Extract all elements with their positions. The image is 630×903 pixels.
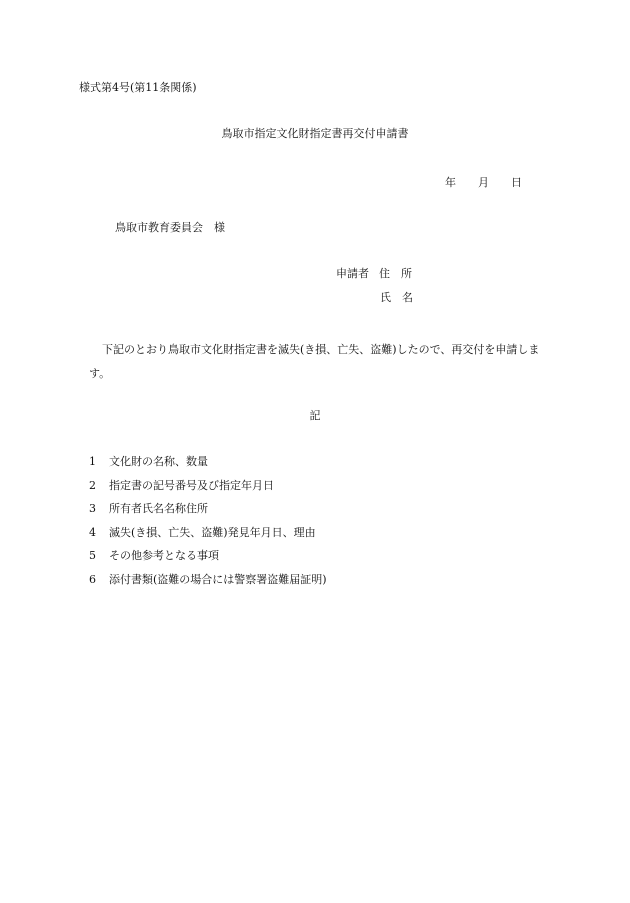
item-number: 1 xyxy=(89,455,96,468)
item-text: 添付書類(盗難の場合には警察署盗難届証明) xyxy=(109,572,327,586)
list-item xyxy=(89,503,327,527)
item-text: その他参考となる事項 xyxy=(109,549,219,562)
name-label: 氏 名 xyxy=(380,291,413,304)
item-number: 2 xyxy=(89,478,96,492)
item-list xyxy=(89,456,327,597)
item-number: 3 xyxy=(89,502,96,515)
applicant-name-row xyxy=(380,292,413,303)
date-month-label: 月 xyxy=(478,176,489,189)
form-number: 様式第4号(第11条関係) xyxy=(79,81,197,94)
item-text: 滅失(き損、亡失、盗難)発見年月日、理由 xyxy=(109,525,316,539)
list-item xyxy=(89,456,327,480)
ki-heading: 記 xyxy=(309,409,321,422)
list-item xyxy=(89,480,327,504)
applicant-label: 申請者 xyxy=(336,267,369,280)
applicant-address-row xyxy=(336,268,412,279)
date-day-label: 日 xyxy=(511,176,522,189)
item-text: 指定書の記号番号及び指定年月日 xyxy=(109,478,274,492)
date-line xyxy=(445,177,522,188)
list-item xyxy=(89,527,327,551)
body-paragraph: 下記のとおり鳥取市文化財指定書を滅失(き損、亡失、盗難)したので、再交付を申請します。 xyxy=(89,343,540,380)
document-title: 鳥取市指定文化財指定書再交付申請書 xyxy=(221,127,409,140)
item-text: 文化財の名称、数量 xyxy=(109,455,208,468)
addressee: 鳥取市教育委員会 様 xyxy=(115,221,225,234)
item-text: 所有者氏名名称住所 xyxy=(109,502,208,515)
address-label: 住 所 xyxy=(379,267,412,280)
item-number: 5 xyxy=(89,549,96,562)
item-number: 6 xyxy=(89,572,96,586)
list-item xyxy=(89,550,327,574)
list-item xyxy=(89,574,327,598)
item-number: 4 xyxy=(89,525,96,539)
date-year-label: 年 xyxy=(445,176,456,189)
